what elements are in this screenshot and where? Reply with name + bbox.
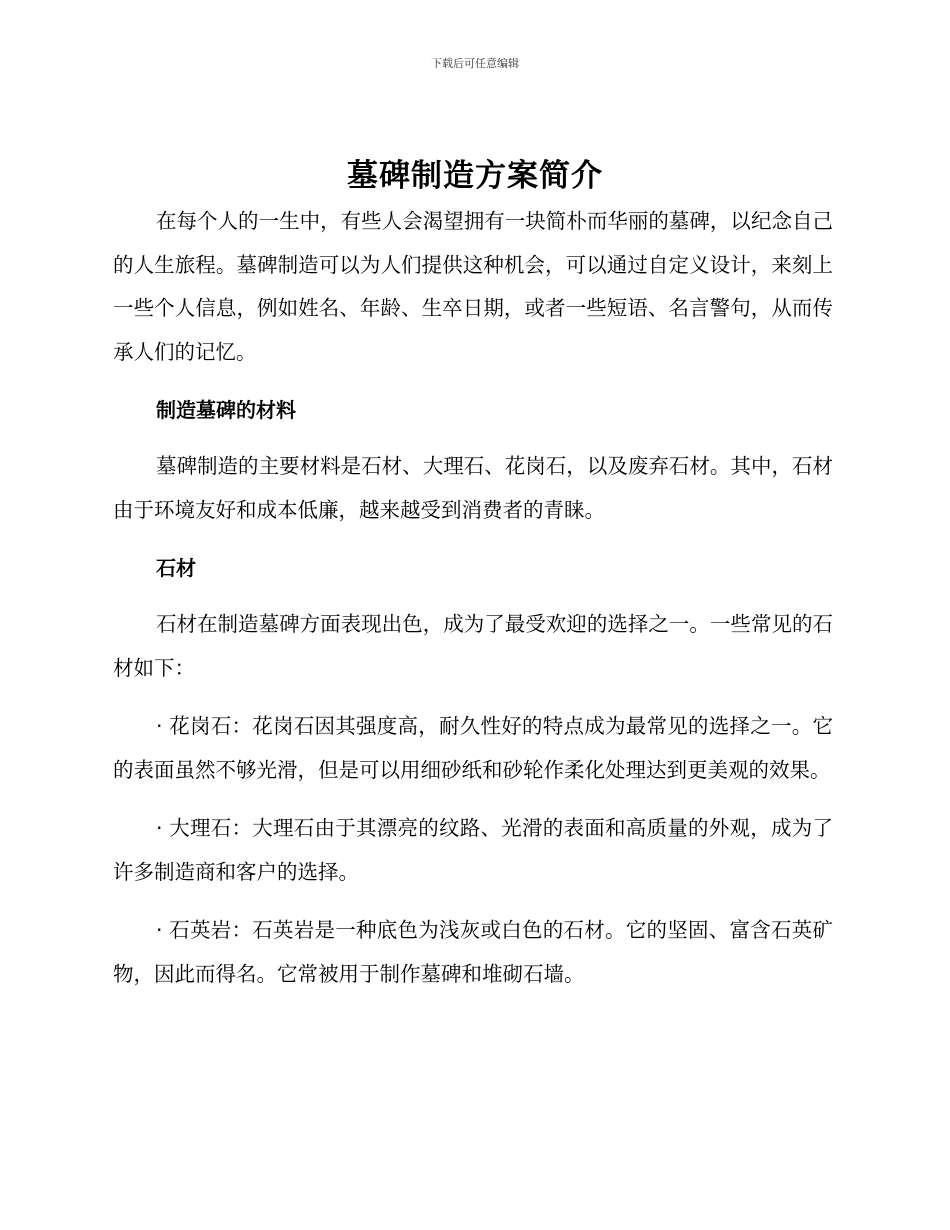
document-body xyxy=(113,200,833,996)
materials-heading: 制造墓碑的材料 xyxy=(156,398,296,422)
intro-paragraph: 在每个人的一生中，有些人会渴望拥有一块简朴而华丽的墓碑，以纪念自己的人生旅程。墓碑制造可以为人们提供这种机会，可以通过自定义设计，来刻上一些个人信息，例如姓名、年龄、生卒日期，或者一些短语、名言警句，从而传承人们的记忆。 xyxy=(113,209,833,364)
document-title: 墓碑制造方案简介 xyxy=(347,158,603,194)
stone-heading: 石材 xyxy=(156,556,196,580)
stone-paragraph: 石材在制造墓碑方面表现出色，成为了最受欢迎的选择之一。一些常见的石材如下： xyxy=(113,612,833,680)
header-note: 下载后可任意编辑 xyxy=(431,57,519,70)
materials-paragraph: 墓碑制造的主要材料是石材、大理石、花岗石，以及废弃石材。其中，石材由于环境友好和成本低廉，越来越受到消费者的青睐。 xyxy=(113,454,833,522)
list-item-granite: · 花岗石：花岗石因其强度高，耐久性好的特点成为最常见的选择之一。它的表面虽然不够光滑，但是可以用细砂纸和砂轮作柔化处理达到更美观的效果。 xyxy=(113,714,833,782)
list-item-quartzite: · 石英岩：石英岩是一种底色为浅灰或白色的石材。它的坚固、富含石英矿物，因此而得名。它常被用于制作墓碑和堆砌石墙。 xyxy=(113,918,833,986)
list-item-marble: · 大理石：大理石由于其漂亮的纹路、光滑的表面和高质量的外观，成为了许多制造商和客户的选择。 xyxy=(113,816,833,884)
